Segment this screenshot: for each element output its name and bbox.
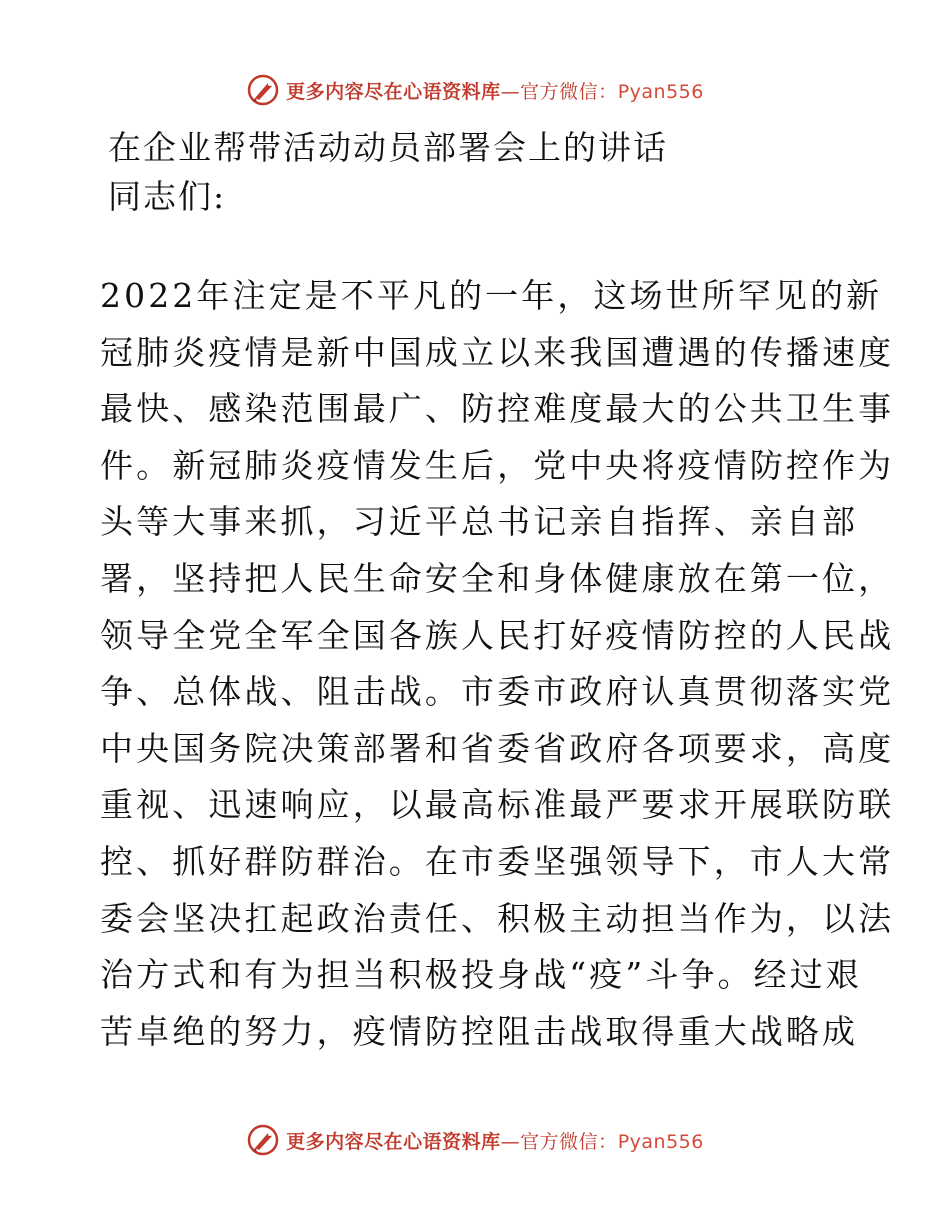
paragraph-line: 头等大事来抓，习近平总书记亲自指挥、亲自部 — [100, 502, 859, 542]
paragraph-line: 委会坚决扛起政治责任、积极主动担当作为，以法 — [100, 898, 895, 938]
watermark-wechat-label: 官方微信： — [520, 80, 618, 103]
paragraph-line: 控、抓好群防群治。在市委坚强领导下，市人大常 — [100, 841, 895, 881]
watermark-separator: — — [500, 80, 521, 103]
watermark-separator: — — [500, 1130, 521, 1153]
paragraph-line: 冠肺炎疫情是新中国成立以来我国遭遇的传播速度 — [100, 332, 895, 372]
greeting: 同志们: — [108, 177, 227, 216]
watermark-text — [286, 1127, 704, 1154]
paragraph-line: 治方式和有为担当积极投身战“疫”斗争。经过艰 — [100, 955, 862, 995]
paragraph-line: 苦卓绝的努力，疫情防控阻击战取得重大战略成 — [100, 1011, 859, 1051]
paragraph-line: 2022年注定是不平凡的一年，这场世所罕见的新 — [100, 276, 883, 315]
watermark-wechat-label: 官方微信： — [520, 1130, 618, 1153]
body-paragraph — [100, 268, 895, 1060]
watermark-main-text: 更多内容尽在心语资料库 — [286, 1130, 501, 1153]
document-title: 在企业帮带活动动员部署会上的讲话 — [108, 128, 668, 167]
watermark-main-text: 更多内容尽在心语资料库 — [286, 80, 501, 103]
paragraph-line: 最快、感染范围最广、防控难度最大的公共卫生事 — [100, 389, 895, 429]
paragraph-line: 领导全党全军全国各族人民打好疫情防控的人民战 — [100, 615, 895, 655]
paragraph-line: 争、总体战、阻击战。市委市政府认真贯彻落实党 — [100, 672, 895, 712]
watermark-wechat-id: Pyan556 — [617, 80, 704, 103]
paragraph-line: 中央国务院决策部署和省委省政府各项要求，高度 — [100, 728, 895, 768]
footer-watermark-banner — [0, 1120, 950, 1160]
quill-pen-logo-icon — [246, 1123, 280, 1157]
paragraph-line: 件。新冠肺炎疫情发生后，党中央将疫情防控作为 — [100, 445, 895, 485]
watermark-text — [286, 77, 704, 104]
paragraph-line: 重视、迅速响应，以最高标准最严要求开展联防联 — [100, 785, 895, 825]
header-watermark-banner — [0, 70, 950, 110]
paragraph-line: 署，坚持把人民生命安全和身体健康放在第一位， — [100, 558, 895, 598]
quill-pen-logo-icon — [246, 73, 280, 107]
watermark-wechat-id: Pyan556 — [617, 1130, 704, 1153]
